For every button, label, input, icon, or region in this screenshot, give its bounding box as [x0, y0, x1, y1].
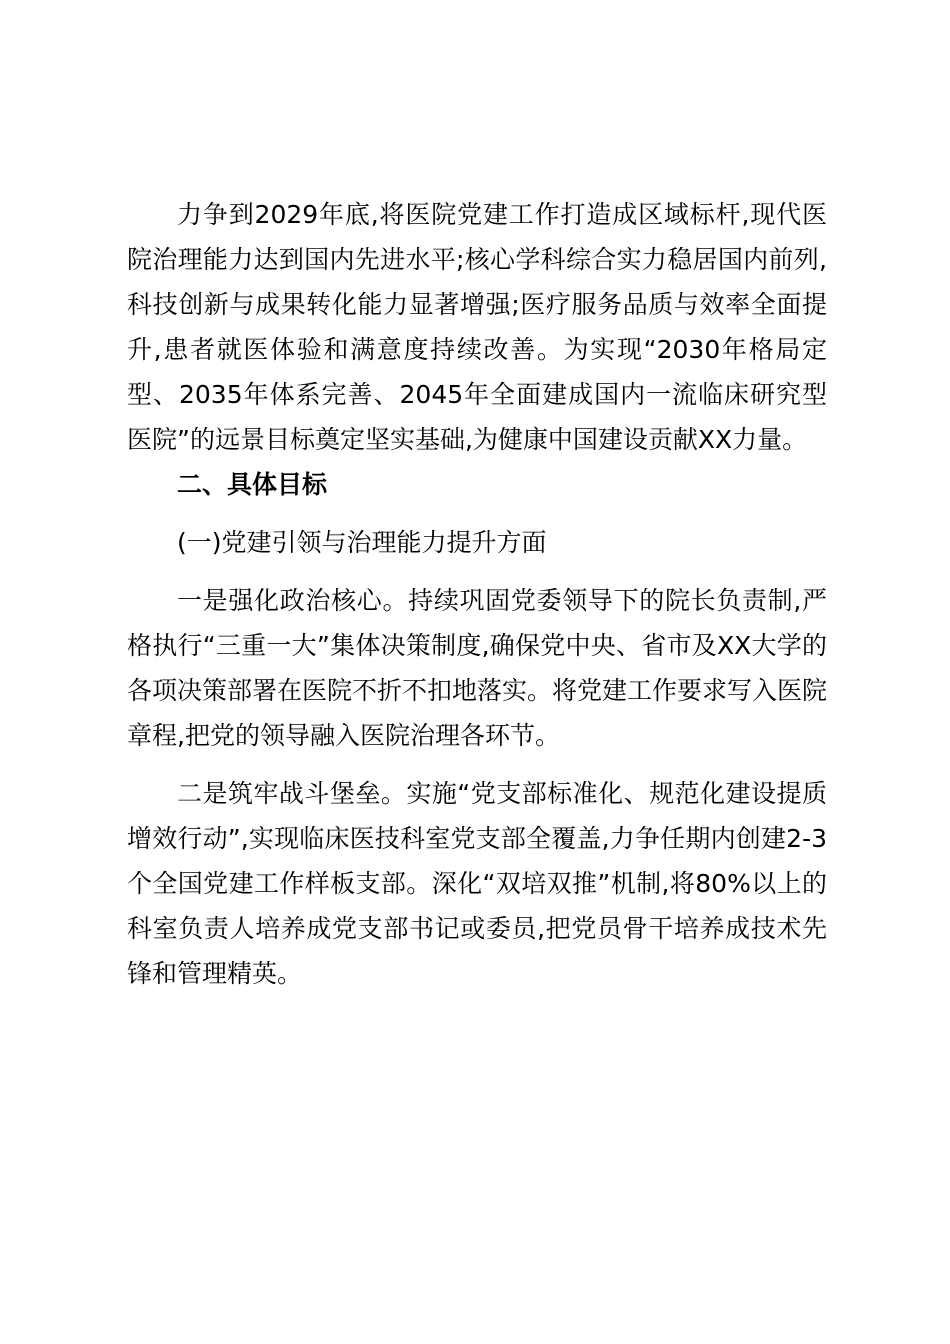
document-body	[127, 192, 827, 996]
paragraph-party-branch: 二是筑牢战斗堡垒。实施“党支部标准化、规范化建设提质增效行动”,实现临床医技科室党支部全覆盖,力争任期内创建2-3个全国党建工作样板支部。深化“双培双推”机制,将80%以上的科室负责人培养成党支部书记或委员,把党员骨干培养成技术先锋和管理精英。	[127, 779, 827, 988]
paragraph-political-core: 一是强化政治核心。持续巩固党委领导下的院长负责制,严格执行“三重一大”集体决策制度,确保党中央、省市及XX大学的各项决策部署在医院不折不扣地落实。将党建工作要求写入医院章程,把党的领导融入医院治理各环节。	[127, 586, 828, 750]
paragraph-goals-summary: 力争到2029年底,将医院党建工作打造成区域标杆,现代医院治理能力达到国内先进水平;核心学科综合实力稳居国内前列,科技创新与成果转化能力显著增强;医疗服务品质与效率全面提升,患者就医体验和满意度持续改善。为实现“2030年格局定型、2035年体系完善、2045年全面建成国内一流临床研究型医院”的远景目标奠定坚实基础,为健康中国建设贡献XX力量。	[127, 200, 827, 454]
section-heading-specific-goals: 二、具体目标	[177, 470, 328, 499]
subheading-party-building: (一)党建引领与治理能力提升方面	[177, 528, 547, 557]
